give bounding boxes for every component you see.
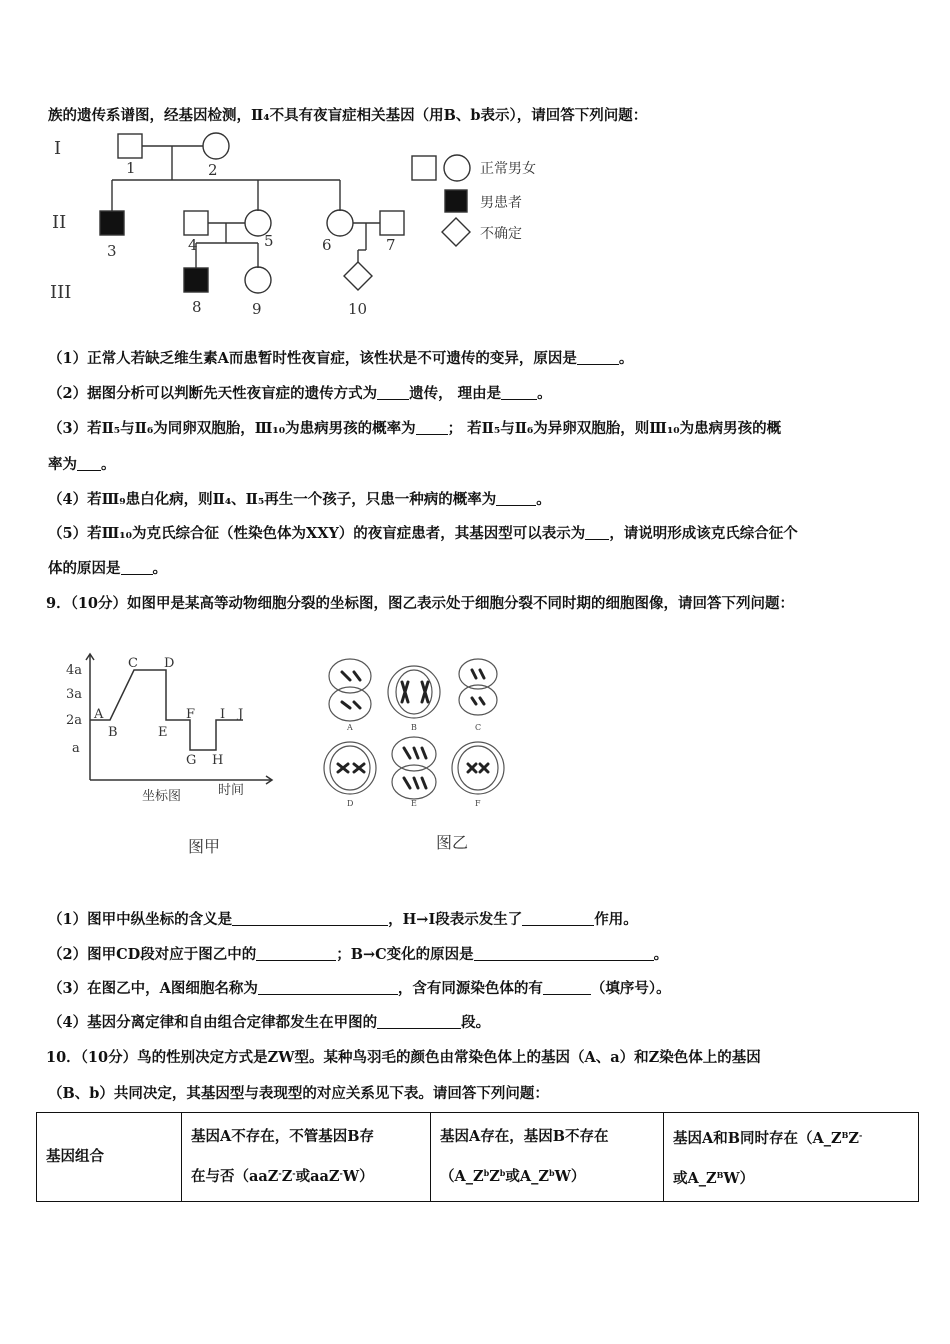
ytick-a: a [72, 741, 80, 756]
table-cell: 基因A不存在，不管基因B存 在与否（aaZ-Z-或aaZ-W） [182, 1113, 431, 1202]
chart-caption: 坐标图 [142, 789, 182, 804]
q8-part1: （1）正常人若缺乏维生素A而患暂时性夜盲症，该性状是不可遗传的变异，原因是 。 [48, 350, 634, 367]
cell-label-C: C [475, 723, 482, 732]
num-4: 4 [188, 236, 198, 254]
fig-yi-label: 图乙 [436, 833, 469, 852]
answer-blank[interactable] [256, 946, 336, 961]
genotype-table [36, 1112, 919, 1202]
answer-blank[interactable] [522, 911, 594, 926]
chart-xlabel: 时间 [218, 783, 245, 798]
answer-blank[interactable] [474, 946, 654, 961]
q8-part3-cont: 率为 。 [48, 456, 116, 473]
point-B: B [108, 725, 118, 740]
gen-label-3: III [50, 282, 72, 303]
num-6: 6 [322, 236, 332, 254]
cell-label-E: E [411, 799, 417, 808]
answer-blank[interactable] [416, 420, 448, 435]
legend-affected-male: 男患者 [480, 195, 522, 211]
q9-part1: （1）图甲中纵坐标的含义是 ，H→I段表示发生了 作用。 [48, 911, 638, 928]
point-D: D [164, 656, 175, 671]
q8-part3: （3）若Ⅱ₅与Ⅱ₆为同卵双胞胎，Ⅲ₁₀为患病男孩的概率为 ； 若Ⅱ₅与Ⅱ₆为异卵双胞胎，则Ⅲ₁₀为患病男孩的概 [48, 420, 782, 437]
q9-part4: （4）基因分离定律和自由组合定律都发生在甲图的 段。 [48, 1014, 491, 1031]
num-2: 2 [208, 161, 218, 179]
num-5: 5 [264, 232, 274, 250]
q8-part4: （4）若Ⅲ₉患白化病，则Ⅱ₄、Ⅱ₅再生一个孩子，只患一种病的概率为 。 [48, 491, 551, 508]
cell-images [318, 648, 538, 867]
answer-blank[interactable] [121, 560, 153, 575]
gen-label-2: II [52, 212, 67, 233]
point-A: A [94, 707, 104, 722]
num-9: 9 [252, 300, 262, 318]
ytick-2a: 2a [66, 713, 83, 728]
num-1: 1 [126, 159, 136, 177]
q8-part2: （2）据图分析可以判断先天性夜盲症的遗传方式为 遗传， 理由是 。 [48, 385, 552, 402]
answer-blank[interactable] [377, 1014, 461, 1029]
cell-label-D: D [347, 799, 354, 808]
cell-label-F: F [475, 799, 481, 808]
cell-label-B: B [411, 723, 417, 732]
cell-label-A: A [347, 723, 353, 732]
q8-part5-cont: 体的原因是 。 [48, 560, 167, 577]
table-row [37, 1113, 919, 1202]
num-3: 3 [107, 242, 117, 260]
num-8: 8 [192, 298, 202, 316]
table-cell: 基因A和B同时存在（$A\_Z^BZ^-$ 或$A\_Z^BW$） [664, 1113, 919, 1202]
point-G: G [186, 753, 197, 768]
point-F: F [186, 707, 196, 722]
q10-stem-line2: （B、b）共同决定，其基因型与表现型的对应关系见下表。请回答下列问题： [48, 1085, 549, 1102]
num-7: 7 [386, 236, 396, 254]
point-E: E [158, 725, 168, 740]
q8-part5: （5）若Ⅲ₁₀为克氏综合征（性染色体为XXY）的夜盲症患者，其基因型可以表示为 ，请说明形成该克氏综合征个 [48, 525, 798, 542]
gen-label-1: I [54, 138, 62, 159]
answer-blank[interactable] [543, 980, 591, 995]
num-10: 10 [348, 300, 368, 318]
point-I: I [220, 707, 226, 722]
point-J: J [238, 707, 244, 722]
q9-part2: （2）图甲CD段对应于图乙中的 ；B→C变化的原因是 。 [48, 946, 669, 963]
pedigree-chart [40, 126, 600, 330]
q10-stem-line1: 10．（10分）鸟的性别决定方式是ZW型。某种鸟羽毛的颜色由常染色体上的基因（A、a）和Z染色体上的基因 [46, 1049, 761, 1066]
answer-blank[interactable] [496, 491, 536, 506]
ytick-4a: 4a [66, 663, 83, 678]
answer-blank[interactable] [232, 911, 388, 926]
table-cell: 基因A存在，基因B不存在 （$A\_Z^bZ^b$或$A\_Z^bW$） [431, 1113, 664, 1202]
q9-part3: （3）在图乙中，A图细胞名称为 ，含有同源染色体的有 （填序号）。 [48, 980, 671, 997]
table-header-cell: 基因组合 [37, 1113, 182, 1202]
point-H: H [212, 753, 224, 768]
answer-blank[interactable] [258, 980, 398, 995]
ytick-3a: 3a [66, 687, 83, 702]
q9-stem: 9．（10分）如图甲是某高等动物细胞分裂的坐标图，图乙表示处于细胞分裂不同时期的细胞图像，请回答下列问题： [46, 595, 795, 612]
answer-blank[interactable] [377, 385, 409, 400]
fig-jia-label: 图甲 [188, 837, 221, 856]
answer-blank[interactable] [577, 350, 619, 365]
answer-blank[interactable] [585, 525, 609, 540]
legend-uncertain: 不确定 [480, 226, 522, 242]
intro-text: 族的遗传系谱图，经基因检测，Ⅱ₄不具有夜盲症相关基因（用B、b表示），请回答下列问题： [48, 107, 648, 124]
cell-division-chart [60, 650, 280, 869]
answer-blank[interactable] [77, 456, 101, 471]
legend-normal: 正常男女 [480, 161, 536, 177]
point-C: C [128, 656, 138, 671]
answer-blank[interactable] [501, 385, 537, 400]
